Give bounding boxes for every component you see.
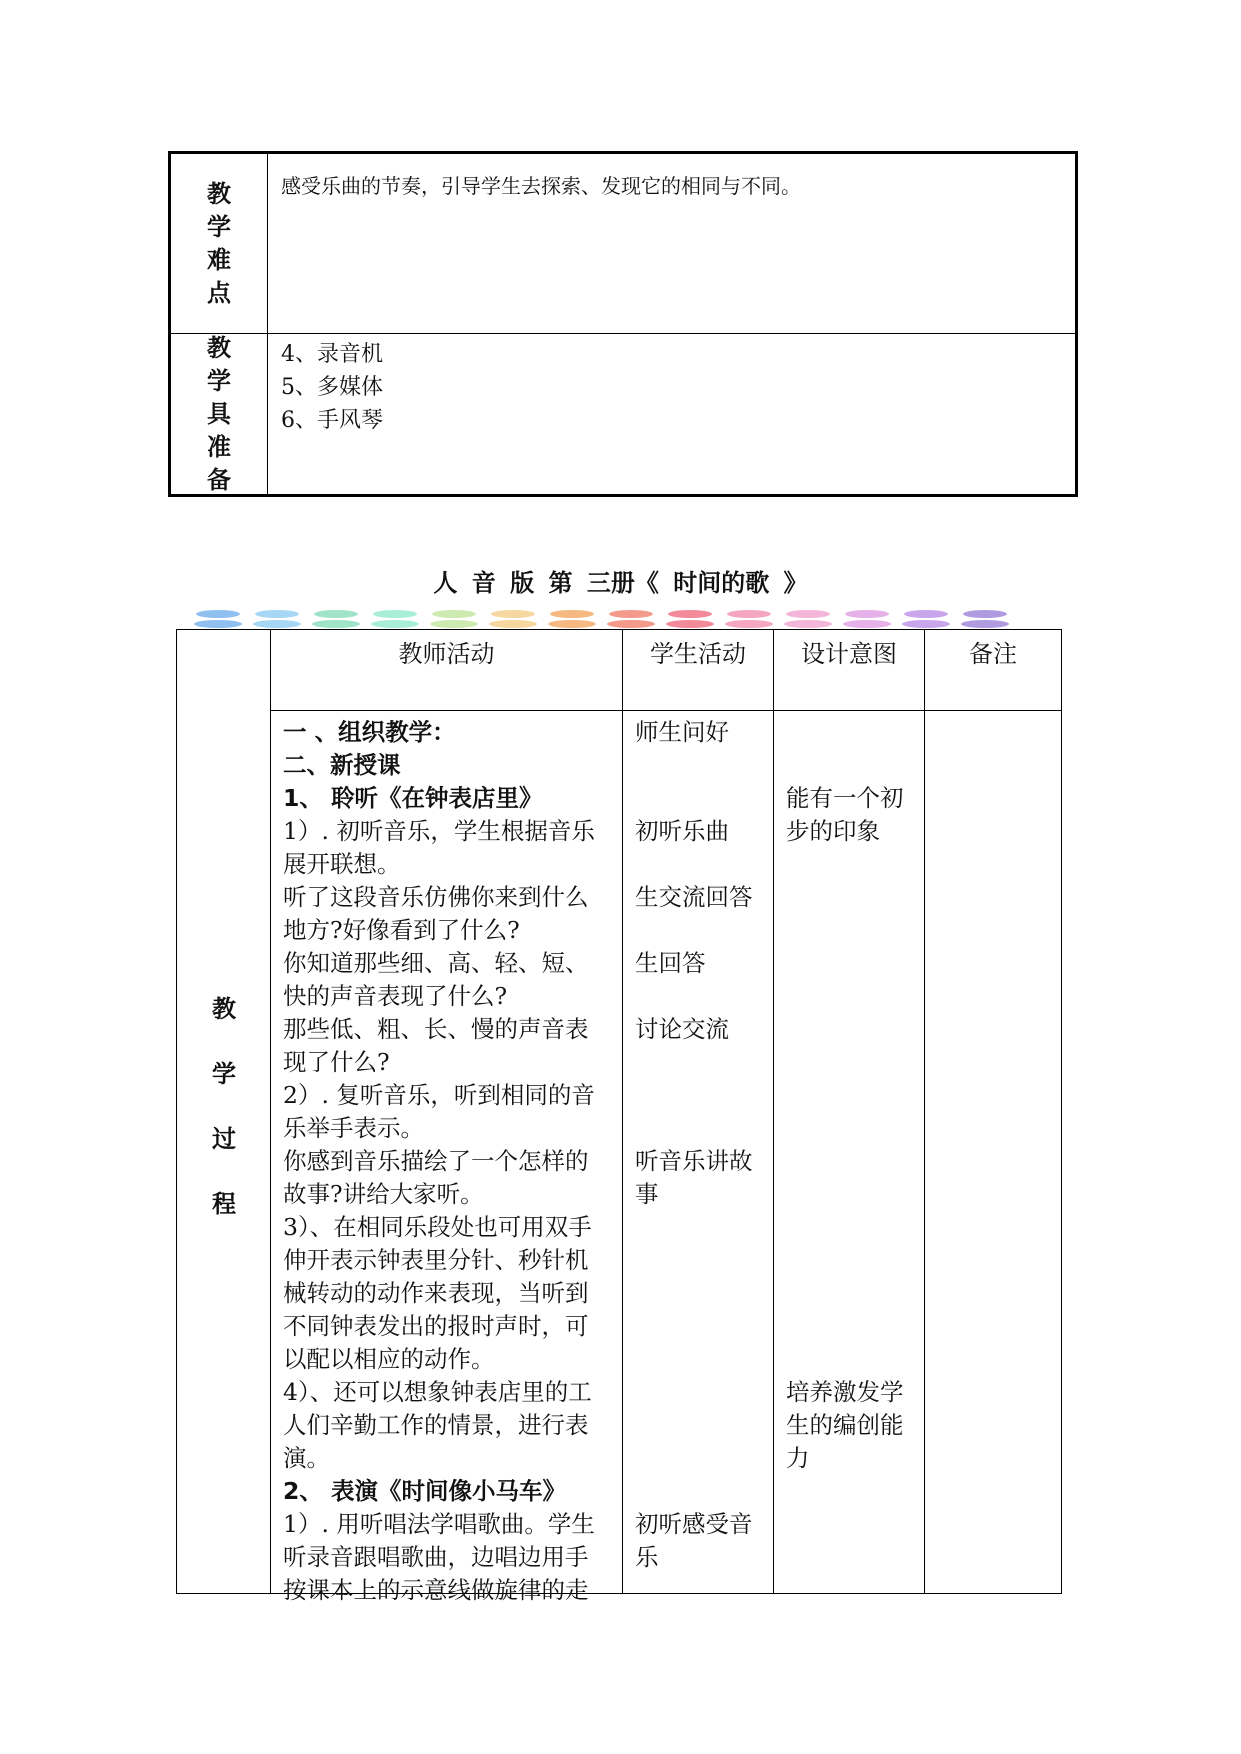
decor-ellipse <box>963 610 1007 618</box>
header-teacher: 教师活动 <box>398 640 495 668</box>
cell-line: 械转动的动作来表现，当听到 <box>283 1279 589 1307</box>
tools-item: 6、手风琴 <box>281 408 383 433</box>
cell-line: 展开联想。 <box>283 850 401 878</box>
cell-line <box>635 980 771 1013</box>
cell-line: 乐举手表示。 <box>283 1114 424 1142</box>
decor-ellipse <box>489 620 537 628</box>
cell-line <box>635 749 771 782</box>
cell-line <box>635 1211 771 1244</box>
prep-table <box>168 151 1078 497</box>
decor-ellipse <box>312 620 360 628</box>
cell-line <box>635 1409 771 1442</box>
cell-line: 一 、组织教学： <box>283 718 456 746</box>
tools-label: 教 学 具 准 备 <box>171 334 268 494</box>
lesson-title: 人 音 版 第 三册《 时间的歌 》 <box>433 569 808 597</box>
cell-line: 2）. 复听音乐，听到相同的音 <box>283 1081 595 1109</box>
decor-ellipse <box>371 620 419 628</box>
cell-line: 伸开表示钟表里分针、秒针机 <box>283 1246 589 1274</box>
decor-ellipse <box>373 610 417 618</box>
cell-line: 4）、还可以想象钟表店里的工 <box>283 1378 592 1406</box>
cell-line <box>786 1541 922 1574</box>
cell-line <box>786 1178 922 1211</box>
cell-line <box>786 1211 922 1244</box>
cell-line <box>635 1343 771 1376</box>
cell-line <box>635 1442 771 1475</box>
decor-ellipse <box>194 620 242 628</box>
decor-ellipse <box>786 610 830 618</box>
cell-line: 按课本上的示意线做旋律的走 <box>283 1576 589 1604</box>
tools-item: 5、多媒体 <box>281 375 383 400</box>
cell-line <box>786 1508 922 1541</box>
cell-line: 初听感受音 <box>635 1510 753 1538</box>
cell-line: 你知道那些细、高、轻、短、 <box>283 949 589 977</box>
decor-ellipse <box>196 610 240 618</box>
process-table <box>176 629 1062 1604</box>
header-notes: 备注 <box>969 640 1017 668</box>
cell-line <box>635 1376 771 1409</box>
cell-line <box>635 848 771 881</box>
cell-line: 生回答 <box>635 949 706 977</box>
decor-ellipse <box>843 620 891 628</box>
cell-line: 生的编创能 <box>786 1411 904 1439</box>
decor-ellipse <box>902 620 950 628</box>
cell-line: 听了这段音乐仿佛你来到什么 <box>283 883 589 911</box>
cell-line <box>635 1112 771 1145</box>
tools-row <box>171 334 1075 494</box>
decor-ellipse <box>961 620 1009 628</box>
cell-line <box>786 1013 922 1046</box>
cell-line <box>786 1343 922 1376</box>
cell-line <box>635 1046 771 1079</box>
cell-line <box>635 1475 771 1508</box>
cell-line: 步的印象 <box>786 817 880 845</box>
decor-ellipse <box>255 610 299 618</box>
decor-ellipse <box>904 610 948 618</box>
cell-line <box>786 848 922 881</box>
tools-list <box>281 338 383 437</box>
header-intent: 设计意图 <box>801 640 897 668</box>
cell-line <box>786 1574 922 1607</box>
cell-line: 以配以相应的动作。 <box>283 1345 495 1373</box>
cell-line: 生交流回答 <box>635 883 753 911</box>
cell-line: 故事?讲给大家听。 <box>283 1180 484 1208</box>
decor-ellipse <box>607 620 655 628</box>
design-intent-column <box>786 716 922 1607</box>
decor-ellipse <box>314 610 358 618</box>
cell-line: 不同钟表发出的报时声时，可 <box>283 1312 589 1340</box>
header-student: 学生活动 <box>650 640 746 668</box>
decor-ellipse <box>548 620 596 628</box>
cell-line: 3）、在相同乐段处也可用双手 <box>283 1213 592 1241</box>
decor-ellipse <box>845 610 889 618</box>
decor-ellipse <box>609 610 653 618</box>
cell-line: 你感到音乐描绘了一个怎样的 <box>283 1147 589 1175</box>
cell-line <box>786 1244 922 1277</box>
cell-line <box>786 914 922 947</box>
cell-line: 力 <box>786 1444 810 1472</box>
cell-line <box>786 947 922 980</box>
cell-line <box>635 1079 771 1112</box>
decor-ellipse <box>253 620 301 628</box>
cell-line: 乐 <box>635 1543 659 1571</box>
cell-line <box>786 881 922 914</box>
cell-line <box>635 782 771 815</box>
cell-line <box>786 1277 922 1310</box>
cell-line: 快的声音表现了什么? <box>283 982 508 1010</box>
decor-ellipse <box>784 620 832 628</box>
cell-line: 1）. 用听唱法学唱歌曲。学生 <box>283 1510 595 1538</box>
cell-line <box>635 914 771 947</box>
decor-ellipse <box>491 610 535 618</box>
cell-line: 初听乐曲 <box>635 817 729 845</box>
cell-line <box>786 1310 922 1343</box>
decor-ellipse <box>432 610 476 618</box>
cell-line: 二、新授课 <box>283 751 401 779</box>
decor-ellipse <box>666 620 714 628</box>
cell-line <box>786 1112 922 1145</box>
cell-line: 听音乐讲故 <box>635 1147 753 1175</box>
cell-line <box>635 1244 771 1277</box>
student-activity-column <box>635 716 771 1607</box>
decor-ellipse <box>550 610 594 618</box>
rainbow-divider <box>188 608 1048 630</box>
cell-line: 现了什么? <box>283 1048 390 1076</box>
cell-line: 能有一个初 <box>786 784 904 812</box>
cell-line <box>635 1277 771 1310</box>
cell-line <box>786 1145 922 1178</box>
cell-line <box>786 1046 922 1079</box>
process-label: 教 学 过 程 <box>212 995 236 1218</box>
cell-line <box>786 980 922 1013</box>
difficulty-text: 感受乐曲的节奏，引导学生去探索、发现它的相同与不同。 <box>281 174 801 198</box>
cell-line <box>786 716 922 749</box>
decor-ellipse <box>727 610 771 618</box>
cell-line: 1）. 初听音乐，学生根据音乐 <box>283 817 595 845</box>
cell-line: 1、 聆听《在钟表店里》 <box>283 784 543 812</box>
cell-line: 2、 表演《时间像小马车》 <box>283 1477 567 1505</box>
decor-ellipse <box>725 620 773 628</box>
cell-line: 那些低、粗、长、慢的声音表 <box>283 1015 589 1043</box>
difficulty-label: 教 学 难 点 <box>171 154 268 333</box>
teacher-activity-column <box>283 716 621 1607</box>
tools-item: 4、录音机 <box>281 342 383 367</box>
cell-line: 地方?好像看到了什么? <box>283 916 520 944</box>
cell-line: 事 <box>635 1180 659 1208</box>
decor-ellipse <box>668 610 712 618</box>
cell-line: 师生问好 <box>635 718 729 746</box>
cell-line <box>786 1079 922 1112</box>
cell-line <box>635 1310 771 1343</box>
cell-line: 人们辛勤工作的情景，进行表 <box>283 1411 589 1439</box>
cell-line: 演。 <box>283 1444 330 1472</box>
cell-line <box>786 749 922 782</box>
cell-line <box>635 1574 771 1607</box>
difficulty-row <box>171 154 1075 334</box>
cell-line: 培养激发学 <box>786 1378 904 1406</box>
decor-ellipse <box>430 620 478 628</box>
cell-line: 讨论交流 <box>635 1015 729 1043</box>
cell-line <box>786 1475 922 1508</box>
cell-line: 听录音跟唱歌曲，边唱边用手 <box>283 1543 589 1571</box>
